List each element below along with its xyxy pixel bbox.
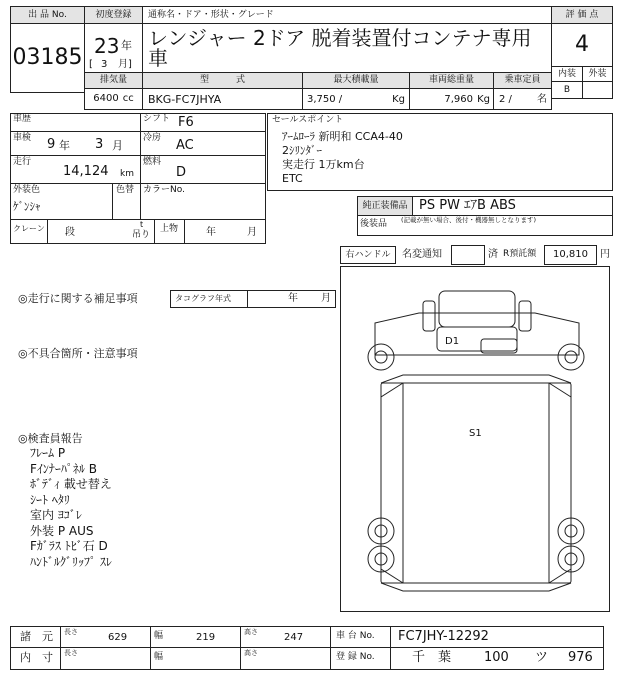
truck-diagram-svg bbox=[341, 267, 609, 611]
recycle-prefix: 済 bbox=[488, 249, 498, 260]
inspection-month: 3 bbox=[95, 137, 104, 152]
damage-diagram bbox=[340, 266, 610, 612]
aftermarket-note: (記載が無い場合、後付・機器無しとなります) bbox=[401, 216, 537, 224]
aircon-label: 冷房 bbox=[143, 133, 162, 143]
length-value: 629 bbox=[108, 632, 128, 643]
color-no-label: カラーNo. bbox=[143, 185, 185, 195]
lot-number: 03185 bbox=[10, 23, 85, 93]
height-label: 高さ bbox=[244, 628, 258, 636]
mileage-unit: km bbox=[120, 169, 134, 179]
inspector-report-item: 外装 P AUS bbox=[30, 523, 94, 538]
inspector-report-item: ﾊﾝﾄﾞﾙｸﾞﾘｯﾌﾟ ｽﾚ bbox=[30, 554, 112, 569]
aircon-value: AC bbox=[176, 138, 194, 153]
max-load-unit: Kg bbox=[392, 94, 405, 105]
sales-point-line: ETC bbox=[282, 172, 303, 185]
inspector-report-label: ◎検査員報告 bbox=[18, 432, 83, 445]
chassis-value: FC7JHY-12292 bbox=[398, 629, 489, 644]
tacho-month-unit: 月 bbox=[321, 293, 331, 304]
name-change-box bbox=[451, 245, 485, 265]
inspection-year-unit: 年 bbox=[59, 139, 70, 152]
inspector-report-item: Fｶﾞﾗｽ ﾄﾋﾞ石 D bbox=[30, 539, 108, 553]
gross-weight-value: 7,960 bbox=[444, 94, 473, 105]
defects-label: ◎不具合箇所・注意事項 bbox=[18, 347, 138, 360]
sales-point-line: 2ｼﾘﾝﾀﾞｰ bbox=[282, 144, 322, 157]
score-label: 評 価 点 bbox=[551, 6, 613, 24]
fuel-label: 燃料 bbox=[143, 157, 162, 167]
registration-no-label: 登 録 No. bbox=[336, 652, 375, 662]
dimensions-table bbox=[10, 626, 604, 670]
registration-cell bbox=[84, 23, 143, 73]
model-name: レンジャー 2ドア 脱着装置付コンテナ専用車 bbox=[142, 23, 552, 73]
registration-bracket: [ bbox=[89, 59, 93, 70]
registration-label: 初度登録 bbox=[84, 6, 143, 24]
shift-value: F6 bbox=[178, 115, 194, 130]
inspector-report-item: Fｲﾝﾅｰﾊﾟﾈﾙ B bbox=[30, 461, 97, 476]
exterior-label: 外装 bbox=[582, 66, 613, 82]
width-value: 219 bbox=[196, 632, 216, 643]
gross-weight-unit: Kg bbox=[477, 94, 490, 105]
mileage-value: 14,124 bbox=[63, 164, 109, 179]
displacement-cell bbox=[84, 88, 143, 110]
fuel-value: D bbox=[176, 165, 187, 180]
recycle-label: R預託額 bbox=[503, 249, 537, 259]
exterior-color-value: ｹﾞﾝｼｬ bbox=[13, 200, 41, 213]
aftermarket-label: 後装品 bbox=[360, 219, 388, 229]
inspector-report-item: 室内 ﾖｺﾞﾚ bbox=[30, 508, 82, 522]
right-hand-drive-label: 右ハンドル bbox=[340, 246, 396, 264]
inspector-report-item: ﾎﾞﾃﾞｨ 載せ替え bbox=[30, 477, 112, 491]
lot-number-label: 出 品 No. bbox=[10, 6, 85, 24]
width-label: 幅 bbox=[154, 631, 164, 641]
registration-kana: ツ bbox=[535, 650, 549, 665]
vehicle-info-block bbox=[10, 113, 266, 244]
exterior-color-label: 外装色 bbox=[13, 185, 41, 195]
color-change-label: 色替 bbox=[116, 185, 135, 195]
crane-ton-unit: t bbox=[140, 220, 144, 229]
crane-hoist-label: 吊り bbox=[132, 230, 151, 240]
spec-label: 諸 元 bbox=[20, 630, 53, 643]
registration-area: 千 葉 bbox=[412, 650, 452, 665]
registration-month: 3 bbox=[101, 59, 108, 70]
inspector-report-item: ﾌﾚｰﾑ P bbox=[30, 446, 66, 460]
max-load-value: 3,750 / bbox=[307, 94, 343, 105]
genuine-equipment-value: PS PW ｴｱB ABS bbox=[419, 198, 516, 213]
capacity-unit: 名 bbox=[537, 94, 547, 105]
inspection-month-unit: 月 bbox=[112, 139, 123, 152]
inner-dimension-label: 内 寸 bbox=[20, 651, 53, 664]
inner-length-label: 長さ bbox=[64, 649, 78, 657]
inner-width-label: 幅 bbox=[154, 652, 164, 662]
capacity-label: 乗車定員 bbox=[493, 72, 552, 89]
model-code: BKG-FC7JHYA bbox=[142, 88, 303, 110]
interior-label: 内装 bbox=[551, 66, 583, 82]
score-value: 4 bbox=[551, 23, 613, 67]
tacho-label: タコグラフ年式 bbox=[175, 294, 231, 303]
sales-points-label: セールスポイント bbox=[272, 115, 344, 125]
interior-score: B bbox=[551, 81, 583, 99]
exterior-score bbox=[582, 81, 613, 99]
recycle-value: 10,810 bbox=[544, 245, 597, 265]
inner-height-label: 高さ bbox=[244, 649, 258, 657]
crane-label: クレーン bbox=[13, 224, 45, 233]
diagram-mark-d1: D1 bbox=[445, 336, 460, 347]
inspection-year: 9 bbox=[47, 137, 56, 152]
displacement-unit: cc bbox=[122, 93, 134, 104]
model-code-label: 型 式 bbox=[142, 72, 303, 89]
inspection-label: 車検 bbox=[13, 133, 32, 143]
tacho-box bbox=[170, 290, 336, 308]
chassis-label: 車 台 No. bbox=[336, 631, 375, 641]
diagram-mark-s1: S1 bbox=[469, 428, 482, 439]
registration-year: 23 bbox=[94, 34, 120, 58]
registration-number: 976 bbox=[568, 650, 593, 665]
sales-point-line: ｱｰﾑﾛｰﾗ 新明和 CCA4-40 bbox=[282, 130, 403, 143]
crane-stage-unit: 段 bbox=[65, 227, 75, 238]
gross-weight-label: 車両総重量 bbox=[409, 72, 494, 89]
registration-month-unit: 月] bbox=[118, 59, 132, 70]
history-label: 車歴 bbox=[13, 114, 32, 124]
genuine-equipment-label: 純正装備品 bbox=[357, 196, 413, 216]
inspector-report-list bbox=[30, 446, 112, 570]
mount-month-unit: 月 bbox=[247, 227, 257, 238]
mount-year-unit: 年 bbox=[206, 227, 216, 238]
driving-notes-label: ◎走行に関する補足事項 bbox=[18, 292, 138, 305]
tacho-year-unit: 年 bbox=[288, 293, 298, 304]
mount-label: 上物 bbox=[160, 224, 179, 234]
registration-class: 100 bbox=[484, 650, 509, 665]
gross-weight-cell bbox=[409, 88, 494, 110]
height-value: 247 bbox=[284, 632, 304, 643]
name-change-label: 名変通知 bbox=[402, 249, 442, 260]
displacement-value: 6400 bbox=[93, 93, 119, 104]
registration-year-unit: 年 bbox=[121, 39, 132, 52]
max-load-cell bbox=[302, 88, 410, 110]
max-load-label: 最大積載量 bbox=[302, 72, 410, 89]
displacement-label: 排気量 bbox=[84, 72, 143, 89]
model-name-label: 通称名・ドア・形状・グレード bbox=[142, 6, 552, 24]
length-label: 長さ bbox=[64, 628, 78, 636]
inspector-report-item: ｼｰﾄ ﾍﾀﾘ bbox=[30, 492, 70, 507]
recycle-unit: 円 bbox=[600, 249, 610, 260]
sales-point-line: 実走行 1万km台 bbox=[282, 158, 365, 171]
capacity-cell bbox=[493, 88, 552, 110]
mileage-label: 走行 bbox=[13, 157, 32, 167]
shift-label: シフト bbox=[143, 114, 171, 124]
capacity-value: 2 / bbox=[499, 94, 512, 105]
